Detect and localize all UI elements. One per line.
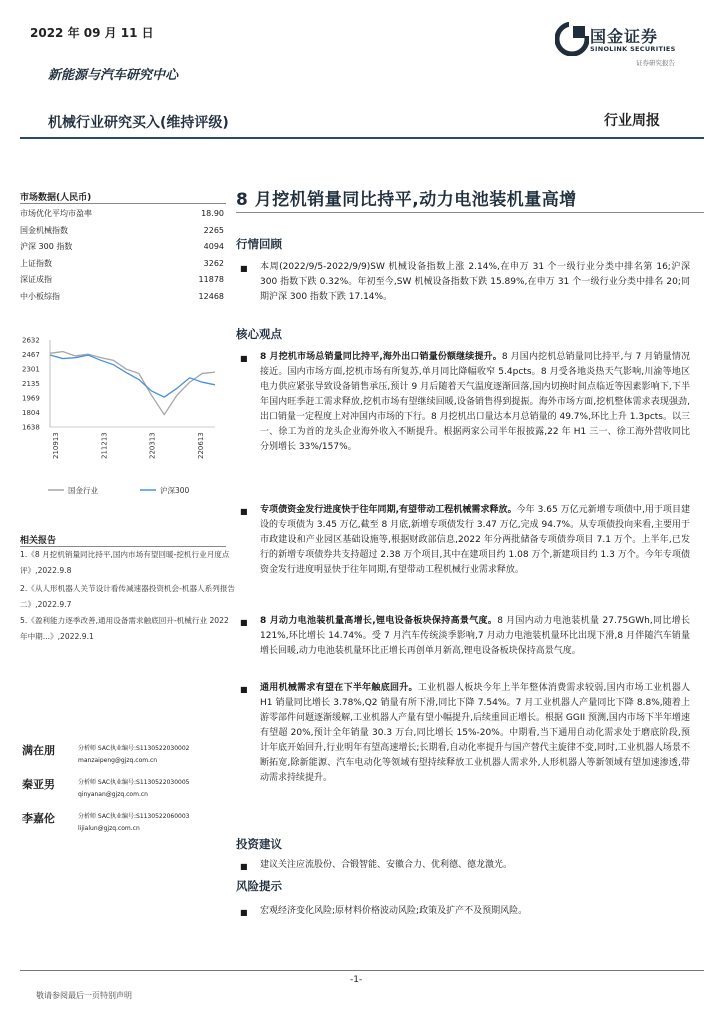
bullet-square-icon: ■ — [240, 618, 248, 627]
page-number: -1- — [350, 975, 363, 985]
y-tick-label: 2632 — [22, 336, 40, 345]
series-line-沪深300 — [50, 355, 215, 397]
analyst-email[interactable]: lijialun@gjzq.com.cn — [78, 825, 140, 832]
report-title: 8 月挖机销量同比持平,动力电池装机量高增 — [236, 190, 577, 210]
market-data-label: 中小板综指 — [20, 291, 60, 301]
footer-disclaimer: 敬请参阅最后一页特别声明 — [36, 991, 132, 1000]
logo-text-cn: 国金证券 — [590, 27, 659, 46]
risk-paragraph: ■ 宏观经济变化风险;原材料价格波动风险;政策及扩产不及预期风险。 — [240, 904, 690, 919]
x-tick-label: 220613 — [197, 432, 205, 459]
related-report-1[interactable]: 1.《8 月挖机销量同比持平,国内市场有望回暖-挖机行业月度点评》,2022.9.8 — [20, 550, 230, 575]
analyst-sac: 分析师 SAC执业编号:S1130522030002 — [78, 745, 190, 752]
market-data-value: 2265 — [203, 225, 224, 235]
legend-label: 沪深300 — [160, 486, 190, 495]
rating-line: 机械行业研究买入(维持评级) — [48, 115, 229, 131]
bullet-square-icon: ■ — [240, 354, 248, 363]
bullet-square-icon: ■ — [240, 264, 248, 273]
y-tick-label: 2301 — [22, 365, 40, 374]
view-paragraph: ■ 专项债资金发行进度快于往年同期,有望带动工程机械需求释放。今年 3.65 万亿元新增专项债中,用于项目建设的专项债为 3.45 万亿,截至 8 月底,新增专项债发行 3.47 万亿,完成 94.7%。从专项债投向来看,主要用于市政建设和产业园区基础设施等,根据财政部信息,2022 年分两批储备专项债券项目 7.1 万个。上半年,已发行的新增专项债券共支持超过 2.38 万个项目,其中在建项目约 1.08 万个,新建项目约 1.3 万个。今年专项债资金发行进度明显快于往年同期,有望带动工程机械行业需求释放。 — [240, 505, 691, 575]
legend-label: 国金行业 — [68, 486, 98, 495]
market-data-value: 11878 — [198, 275, 224, 284]
research-center: 新能源与汽车研究中心 — [48, 68, 179, 83]
header-divider — [20, 137, 704, 139]
x-tick-label: 211213 — [100, 432, 109, 459]
market-data-value: 4094 — [203, 242, 224, 251]
view-paragraph: ■ 8 月动力电池装机量高增长,锂电设备板块保持高景气度。8 月国内动力电池装机量 27.75GWh,同比增长 121%,环比增长 14.74%。受 7 月汽车传统淡季影响,7 月动力电池装机量环比出现下滑,8 月伴随汽车销量增长回暖,动力电池装机量环比正增长再创单月新高,锂电设备板块保持高景气度。 — [240, 616, 690, 656]
related-reports-title: 相关报告 — [20, 536, 57, 546]
market-data-row — [20, 206, 224, 221]
section-core-views: 核心观点 — [236, 327, 282, 341]
bullet-square-icon: ■ — [240, 507, 248, 516]
analyst-name: 秦亚男 — [22, 778, 55, 791]
market-data-label: 深证成指 — [20, 275, 52, 284]
market-data-label: 上证指数 — [20, 258, 52, 268]
market-data-title: 市场数据(人民币) — [20, 193, 92, 203]
view-paragraph: ■ 通用机械需求有望在下半年触底回升。工业机器人板块今年上半年整体消费需求较弱,国内市场工业机器人 H1 销量同比增长 3.78%,Q2 销量有所下滑,同比下降 7.54%。7 月工业机器人产量同比下降 8.8%,随着上游零部件问题逐渐缓解,工业机器人产量有望小幅提升,后续重回正增长。根据 GGII 预测,国内市场下半年增速有望超 20%,预计全年销量 30.3 万台,同比增长 15%-20%。中期看,当下通用自动化需求处于磨底阶段,预计年底开始回升,行业明年有望高速增长;长期看,自动化率提升与国产替代主旋律不变,同时,工业机器人场景不断拓宽,除新能源、汽车电动化等领域有望持续释放工业机器人需求外,人形机器人等新领域有望加速渗透,带动需求持续提升。 — [240, 683, 690, 783]
market-data-value: 3262 — [203, 258, 224, 268]
index-comparison-chart — [20, 335, 225, 500]
market-divider — [20, 203, 226, 204]
footer-divider — [20, 970, 704, 971]
market-data-row — [20, 272, 224, 287]
analyst-sac: 分析师 SAC执业编号:S1130522030005 — [78, 779, 190, 786]
view-paragraph: ■ 8 月挖机市场总销量同比持平,海外出口销量份额继续提升。8 月国内挖机总销量同比持平,与 7 月销量情况接近。国内市场方面,挖机市场有所复苏,单月同比降幅收窄 5.4pcts。8 月受各地炎热天气影响,川渝等地区电力供应紧张导致设备销售承压,预计 9 月后随着天气温度逐渐回落,国内切换时间点临近等因素影响下,下半年国内旺季赶工需求释放,挖机市场有望继续回暖,设备销售得到提振。海外市场方面,挖机整体需求表现强劲,出口销量一定程度上对冲国内市场的下行。8 月挖机出口量达本月总销量的 49.7%,环比上升 1.3pcts。以三一、徐工为首的龙头企业海外收入不断提升。根据两家公司半年报披露,22 年 H1 三一、徐工海外营收同比分别增长 33%/157%。 — [240, 352, 690, 452]
related-report-3[interactable]: 5.《盈利能力逐季改善,通用设备需求触底回升-机械行业 2022 年中期...》,2022.9.1 — [20, 616, 229, 641]
series-line-国金行业 — [50, 352, 215, 415]
analyst-sac: 分析师 SAC执业编号:S1130522060003 — [78, 813, 190, 820]
section-risk: 风险提示 — [236, 879, 282, 893]
market-data-value: 18.90 — [201, 209, 224, 218]
section-investment-advice: 投资建议 — [236, 837, 282, 851]
x-tick-label: 210913 — [52, 432, 60, 459]
bullet-square-icon: ■ — [240, 908, 248, 917]
y-tick-label: 1969 — [22, 394, 40, 403]
analyst-email[interactable]: manzaipeng@gjzq.com.cn — [78, 757, 158, 764]
market-data-row — [20, 239, 224, 254]
report-date: 2022 年 09 月 11 日 — [30, 26, 154, 40]
analyst-info — [78, 811, 189, 835]
market-data-label: 沪深 300 指数 — [20, 242, 73, 251]
report-type: 行业周报 — [604, 113, 660, 129]
related-report-2[interactable]: 2.《从人形机器人关节设计看传减速器投资机会-机器人系列报告二》,2022.9.7 — [20, 584, 236, 609]
bullet-square-icon: ■ — [240, 862, 248, 871]
logo-subtitle: 证券研究报告 — [636, 59, 675, 67]
market-data-label: 市场优化平均市盈率 — [20, 209, 92, 218]
market-data-label: 国金机械指数 — [20, 225, 68, 235]
y-tick-label: 2467 — [22, 351, 40, 359]
y-tick-label: 2135 — [22, 380, 40, 388]
analyst-name: 满在朋 — [22, 744, 55, 757]
market-data-row — [20, 256, 224, 271]
analyst-info — [78, 777, 189, 801]
analyst-email[interactable]: qinyanan@gjzq.com.cn — [78, 791, 148, 798]
x-tick-label: 220313 — [148, 432, 157, 459]
logo-text-en: SINOLINK SECURITIES — [590, 45, 676, 53]
review-paragraph: ■ 本周(2022/9/5-2022/9/9)SW 机械设备指数上涨 2.14%,在申万 31 个一级行业分类中排名第 16;沪深 300 指数下跌 0.32%。年初至今,SW 机械设备指数下跌 15.89%,在申万 31 个一级行业分类中排名 20;同期沪深 300 指数下跌 17.14%。 — [240, 262, 690, 302]
y-tick-label: 1638 — [22, 423, 40, 432]
analyst-name: 李嘉伦 — [22, 812, 55, 825]
sinolink-logo-icon — [555, 22, 589, 56]
analyst-info — [78, 743, 189, 767]
market-data-row — [20, 223, 224, 238]
section-market-review: 行情回顾 — [236, 237, 282, 251]
y-tick-label: 1804 — [22, 409, 40, 417]
advice-paragraph: ■ 建议关注应流股份、合锻智能、安徽合力、优利德、德龙激光。 — [240, 858, 690, 873]
title-divider — [236, 212, 704, 213]
market-data-row — [20, 289, 224, 304]
bullet-square-icon: ■ — [240, 685, 248, 694]
market-data-value: 12468 — [198, 291, 224, 301]
